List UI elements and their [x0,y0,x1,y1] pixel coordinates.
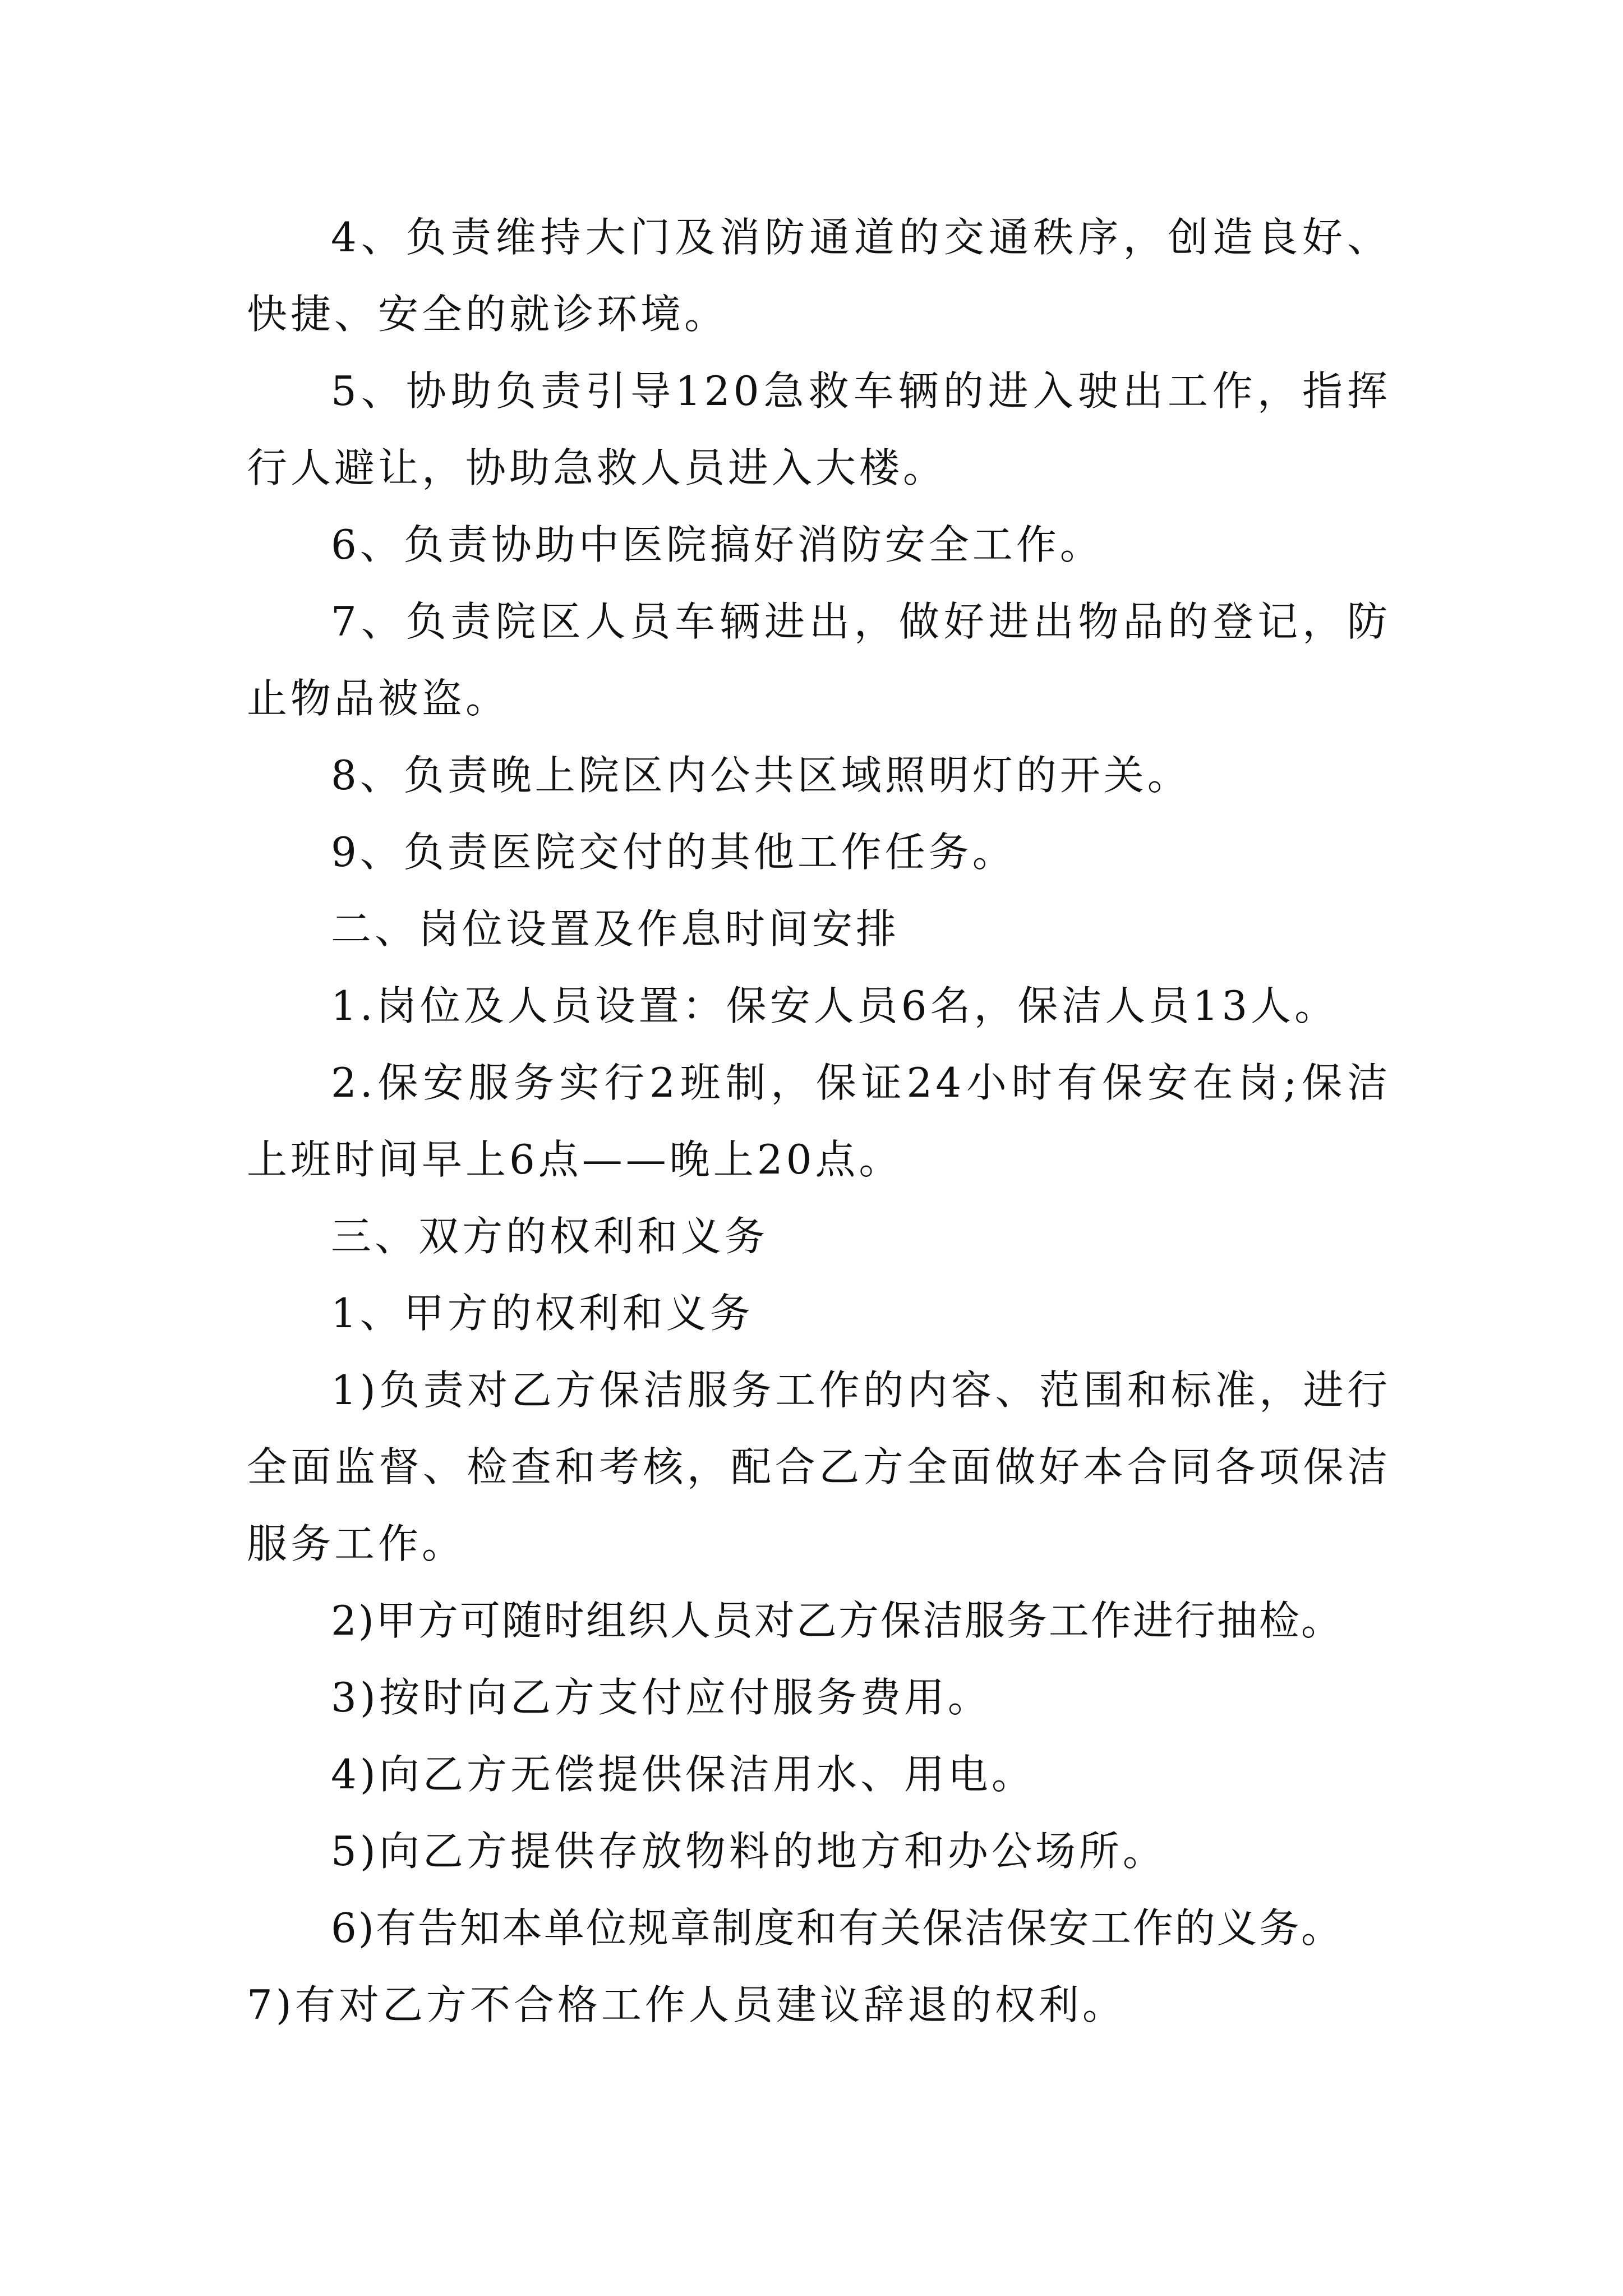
party-a-item-2: 2)甲方可随时组织人员对乙方保洁服务工作进行抽检。 [331,1597,1343,1644]
party-a-item-6: 6)有告知本单位规章制度和有关保洁保安工作的义务。 [331,1904,1343,1952]
party-a-item-7: 7)有对乙方不合格工作人员建议辞退的权利。 [247,1981,1126,2028]
paragraph-staffing: 1.岗位及人员设置：保安人员6名，保洁人员13人。 [331,982,1339,1029]
document-body [247,199,1391,2044]
paragraph-item-6: 6、负责协助中医院搞好消防安全工作。 [331,521,1104,568]
party-a-item-5: 5)向乙方提供存放物料的地方和办公场所。 [331,1828,1166,1875]
party-a-item-1: 1)负责对乙方保洁服务工作的内容、范围和标准，进行全面监督、检查和考核，配合乙方全面做好本合同各项保洁服务工作。 [247,1366,1391,1567]
section-heading-3: 三、双方的权利和义务 [331,1213,769,1260]
paragraph-item-7: 7、负责院区人员车辆进出，做好进出物品的登记，防止物品被盗。 [247,598,1391,722]
paragraph-item-5: 5、协助负责引导120急救车辆的进入驶出工作，指挥行人避让，协助急救人员进入大楼。 [247,367,1391,491]
paragraph-item-8: 8、负责晚上院区内公共区域照明灯的开关。 [331,752,1191,799]
party-a-item-4: 4)向乙方无偿提供保洁用水、用电。 [331,1751,1035,1798]
paragraph-item-4: 4、负责维持大门及消防通道的交通秩序，创造良好、快捷、安全的就诊环境。 [247,214,1391,338]
paragraph-item-9: 9、负责医院交付的其他工作任务。 [331,829,1016,876]
subsection-heading-party-a: 1、甲方的权利和义务 [331,1290,754,1337]
party-a-item-3: 3)按时向乙方支付应付服务费用。 [331,1674,992,1721]
section-heading-2: 二、岗位设置及作息时间安排 [331,905,900,953]
paragraph-shifts: 2.保安服务实行2班制，保证24小时有保安在岗;保洁上班时间早上6点——晚上20点。 [247,1059,1391,1183]
